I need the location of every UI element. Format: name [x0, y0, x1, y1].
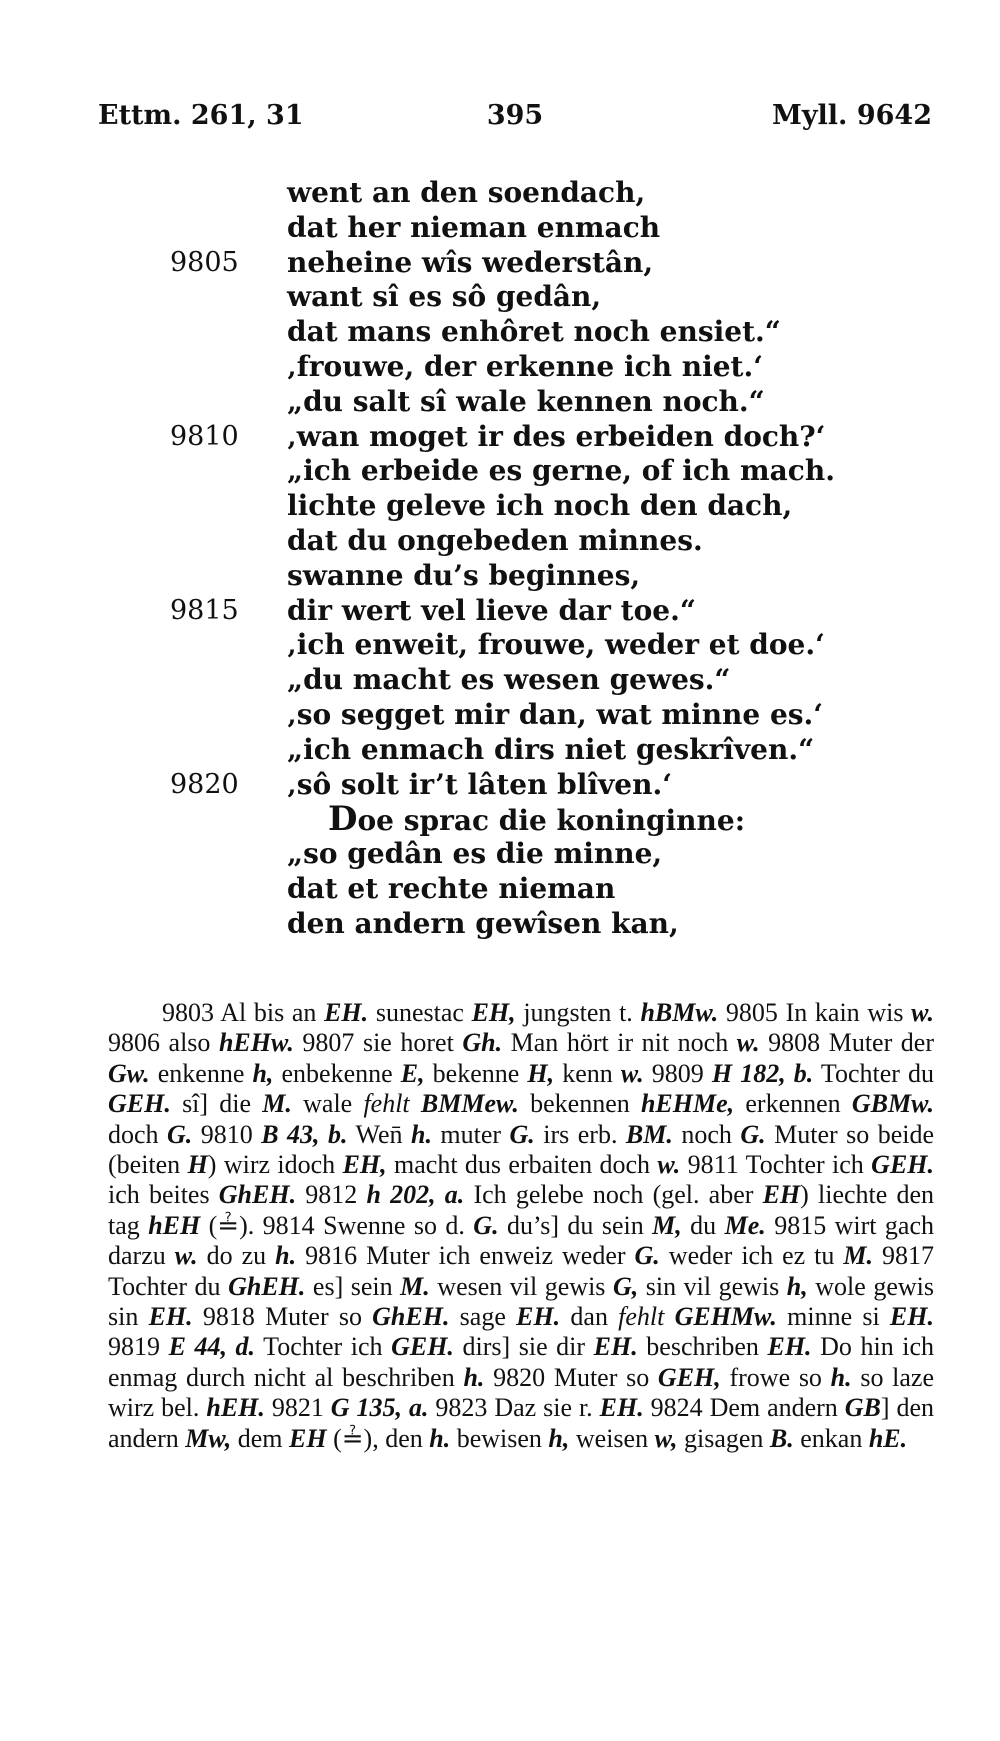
manuscript-siglum: G. — [634, 1241, 660, 1271]
line-text: dat du ongebeden minnes. — [287, 523, 703, 557]
apparatus-text: beschriben — [637, 1332, 768, 1362]
apparatus-text: Do hin ich enmag durch nicht al beschriben — [108, 1332, 935, 1392]
apparatus-text: 9808 Muter der — [759, 1028, 934, 1058]
manuscript-siglum: B 43, b. — [261, 1119, 348, 1149]
apparatus-text: weisen — [569, 1423, 655, 1453]
apparatus-text: 9824 Dem andern — [643, 1393, 845, 1423]
apparatus-text: wale — [291, 1089, 364, 1119]
manuscript-siglum: h. — [429, 1423, 451, 1453]
manuscript-siglum: w. — [174, 1241, 198, 1271]
apparatus-text: irs erb. — [534, 1119, 626, 1149]
apparatus-text: macht dus erbaiten doch — [386, 1150, 658, 1180]
header-right-reference: Myll. 9642 — [771, 100, 932, 131]
line-text: ‚sô solt ir’t lâten blîven.‘ — [287, 767, 672, 801]
verse-line — [0, 733, 1000, 768]
line-text: „ich enmach dirs niet geskrîven.“ — [287, 732, 815, 766]
apparatus-text: 9817 Tochter du — [108, 1241, 934, 1301]
manuscript-siglum: GhEH. — [218, 1180, 297, 1210]
line-text: dat mans enhôret noch ensiet.“ — [287, 315, 781, 349]
apparatus-text: so laze wirz bel. — [108, 1362, 935, 1423]
verse-line — [0, 176, 1000, 211]
verse-line — [0, 907, 1000, 942]
manuscript-siglum: G 135, a. — [330, 1393, 429, 1423]
manuscript-siglum: GEH. — [108, 1089, 171, 1119]
line-text: den andern gewîsen kan, — [287, 906, 679, 940]
apparatus-text: Wen̄ — [347, 1119, 411, 1149]
apparatus-text: (≟). 9814 Swenne — [200, 1210, 406, 1240]
apparatus-text: sî] die — [170, 1089, 263, 1119]
verse-line — [0, 768, 1000, 803]
line-number: 9805 — [170, 246, 239, 278]
manuscript-siglum: G. — [473, 1210, 499, 1240]
page-number: 395 — [486, 100, 544, 131]
line-text: lichte geleve ich noch den dach, — [287, 489, 793, 523]
apparatus-text: so — [617, 1362, 658, 1392]
line-text: „so gedân es die minne, — [287, 837, 663, 871]
manuscript-siglum: Mw, — [185, 1423, 232, 1453]
apparatus-text: Ich gelebe — [464, 1180, 584, 1210]
apparatus-text: dem — [231, 1423, 290, 1453]
manuscript-siglum: GBMw. — [851, 1089, 935, 1119]
apparatus-text: 9821 — [264, 1393, 331, 1423]
manuscript-siglum: Me. — [724, 1210, 766, 1240]
apparatus-text: du’s] du sein — [498, 1210, 653, 1240]
manuscript-siglum: h, — [548, 1423, 570, 1453]
apparatus-text: noch (gel. aber — [583, 1180, 763, 1210]
manuscript-siglum: hEH. — [206, 1393, 265, 1423]
manuscript-siglum: BM. — [625, 1119, 673, 1149]
line-text: ‚wan moget ir des erbeiden doch?‘ — [287, 419, 826, 453]
verse-line — [0, 350, 1000, 385]
manuscript-siglum: G. — [167, 1119, 193, 1149]
manuscript-siglum: h. — [830, 1362, 852, 1392]
apparatus-text: 9812 — [296, 1180, 367, 1210]
apparatus-text: do zu — [197, 1241, 276, 1271]
apparatus-text: dan — [560, 1302, 619, 1332]
manuscript-siglum: GEH, — [657, 1362, 721, 1392]
line-text: ‚ich enweit, frouwe, weder et doe.‘ — [287, 628, 825, 662]
apparatus-text: wole gewis sin — [108, 1271, 934, 1332]
apparatus-text: ich — [824, 1150, 872, 1180]
line-text: swanne du’s beginnes, — [287, 558, 641, 592]
line-text: dir wert vel lieve dar toe.“ — [287, 593, 696, 627]
apparatus-text: 9823 Daz sie r. — [428, 1393, 600, 1423]
apparatus-text: 9815 wirt gach darzu — [108, 1210, 935, 1271]
manuscript-siglum: EH — [762, 1180, 801, 1210]
apparatus-text: 9809 — [643, 1058, 712, 1088]
apparatus-text: jungsten t. — [515, 998, 641, 1027]
manuscript-siglum: H, — [527, 1058, 555, 1088]
line-text: dat et rechte nieman — [287, 871, 616, 905]
verse-line — [0, 628, 1000, 663]
apparatus-text: tu — [805, 1241, 844, 1271]
verse-line — [0, 420, 1000, 455]
apparatus-text: 9818 Muter so — [192, 1302, 373, 1332]
apparatus-text: muter — [431, 1119, 510, 1149]
manuscript-siglum: EH. — [767, 1332, 812, 1362]
verse-line — [0, 594, 1000, 629]
manuscript-siglum: E, — [400, 1058, 425, 1088]
manuscript-siglum: hEHMe, — [640, 1089, 735, 1119]
apparatus-text: enbekenne — [273, 1058, 401, 1088]
line-text: went an den soendach, — [287, 176, 646, 209]
editorial-remark: fehlt — [363, 1089, 410, 1119]
manuscript-siglum: EH — [289, 1423, 327, 1453]
apparatus-text: sage — [449, 1302, 517, 1332]
manuscript-siglum: G, — [612, 1271, 639, 1301]
apparatus-text: sin vil gewis — [638, 1271, 787, 1301]
manuscript-siglum: h. — [463, 1362, 485, 1392]
verse-text — [0, 176, 1000, 942]
manuscript-siglum: Gh. — [462, 1028, 503, 1058]
verse-line — [0, 663, 1000, 698]
apparatus-text: ) — [207, 1150, 217, 1180]
manuscript-siglum: H — [187, 1150, 208, 1180]
manuscript-siglum: w, — [654, 1423, 678, 1453]
verse-line — [0, 698, 1000, 733]
apparatus-text: bekennen — [518, 1089, 641, 1119]
manuscript-siglum: GhEH. — [228, 1271, 306, 1301]
manuscript-siglum: EH. — [889, 1302, 934, 1332]
apparatus-text: (≟), den — [326, 1423, 430, 1453]
apparatus-text: 9806 also — [108, 1028, 219, 1058]
apparatus-text: enkenne — [149, 1058, 253, 1088]
apparatus-text: Tochter ich — [255, 1332, 392, 1362]
apparatus-text — [410, 1089, 421, 1118]
verse-line — [0, 246, 1000, 281]
line-number: 9810 — [170, 420, 239, 452]
apparatus-text: 9805 In kain wis — [718, 998, 912, 1027]
apparatus-text: 9819 — [108, 1332, 169, 1362]
manuscript-siglum: G. — [740, 1119, 766, 1149]
apparatus-text: kenn — [554, 1058, 621, 1088]
apparatus-text: frowe so — [720, 1362, 831, 1392]
manuscript-siglum: M. — [400, 1271, 430, 1301]
line-text: „du salt sî wale kennen noch.“ — [287, 384, 765, 418]
manuscript-siglum: EH, — [342, 1150, 387, 1180]
line-number: 9820 — [170, 768, 239, 800]
apparatus-text: noch — [672, 1119, 741, 1149]
verse-line — [0, 559, 1000, 594]
line-text: ‚frouwe, der erkenne ich niet.‘ — [287, 349, 763, 383]
manuscript-siglum: M, — [652, 1210, 682, 1240]
apparatus-text: wesen vil gewis — [429, 1271, 613, 1301]
manuscript-siglum: hEHw. — [218, 1028, 294, 1058]
apparatus-text: wirz idoch — [216, 1150, 343, 1180]
verse-line — [0, 489, 1000, 524]
manuscript-siglum: EH. — [593, 1332, 638, 1362]
initial-letter: D — [328, 799, 358, 840]
manuscript-siglum: w. — [620, 1058, 644, 1088]
verse-line — [0, 454, 1000, 489]
apparatus-text: erkennen — [734, 1089, 852, 1119]
line-text: dat her nieman enmach — [287, 210, 661, 244]
manuscript-siglum: h. — [275, 1241, 297, 1271]
line-text: „du macht es wesen gewes.“ — [287, 663, 731, 697]
editorial-remark: fehlt — [618, 1302, 665, 1332]
manuscript-siglum: hEH — [148, 1210, 201, 1240]
manuscript-siglum: B. — [769, 1423, 794, 1453]
apparatus-text: ) liechte den tag — [108, 1180, 934, 1240]
apparatus-text: 9811 Tochter — [680, 1150, 825, 1180]
verse-line — [0, 799, 1000, 840]
manuscript-siglum: GEH. — [871, 1150, 935, 1180]
manuscript-siglum: w. — [911, 998, 934, 1027]
manuscript-siglum: hBMw. — [640, 998, 719, 1027]
manuscript-siglum: Gw. — [108, 1058, 150, 1088]
verse-line — [0, 385, 1000, 420]
line-text: ‚so segget mir dan, wat minne es.‘ — [287, 697, 824, 731]
apparatus-text: Man hört ir nit noch — [502, 1028, 737, 1058]
manuscript-siglum: BMMew. — [420, 1089, 519, 1119]
manuscript-siglum: h, — [786, 1271, 808, 1301]
manuscript-siglum: GEHMw. — [674, 1302, 777, 1332]
apparatus-text: 9807 sie horet — [293, 1028, 463, 1058]
manuscript-siglum: h 202, a. — [366, 1180, 465, 1210]
apparatus-text: sunestac — [368, 998, 472, 1027]
critical-apparatus — [108, 998, 934, 1454]
apparatus-text: minne si — [776, 1302, 890, 1332]
apparatus-text: 9820 Muter — [484, 1362, 618, 1392]
apparatus-text: gisagen — [677, 1423, 770, 1453]
verse-line — [0, 315, 1000, 350]
line-text: Doe sprac die koninginne: — [328, 799, 746, 840]
apparatus-text: du — [681, 1210, 725, 1240]
line-text: „ich erbeide es gerne, of ich mach. — [287, 454, 835, 488]
manuscript-siglum: H 182, b. — [711, 1058, 814, 1088]
manuscript-siglum: w. — [657, 1150, 681, 1180]
apparatus-text: 9816 Muter ich enweiz weder — [296, 1241, 635, 1271]
line-text: neheine wîs wederstân, — [287, 245, 654, 279]
manuscript-siglum: GB — [844, 1393, 881, 1423]
manuscript-siglum: G. — [509, 1119, 535, 1149]
apparatus-text — [664, 1302, 674, 1331]
manuscript-siglum: EH. — [599, 1393, 644, 1423]
manuscript-siglum: h. — [410, 1119, 432, 1149]
line-number: 9815 — [170, 594, 239, 626]
manuscript-siglum: EH. — [148, 1302, 193, 1332]
apparatus-text: Tochter du — [813, 1058, 935, 1088]
verse-line — [0, 872, 1000, 907]
apparatus-text: doch — [108, 1119, 168, 1149]
apparatus-text: es] sein — [305, 1271, 401, 1301]
manuscript-siglum: w. — [736, 1028, 760, 1058]
manuscript-siglum: M. — [843, 1241, 873, 1271]
apparatus-text: dirs] sie dir — [453, 1332, 594, 1362]
header-left-reference: Ettm. 261, 31 — [98, 100, 304, 131]
manuscript-siglum: E 44, d. — [168, 1332, 256, 1362]
apparatus-text: ] den andern — [108, 1393, 935, 1453]
manuscript-siglum: EH, — [471, 998, 516, 1027]
apparatus-text: 9803 Al bis an — [162, 998, 325, 1027]
apparatus-text: bewisen — [450, 1423, 549, 1453]
line-text: want sî es sô gedân, — [287, 280, 602, 314]
apparatus-text: so d. — [405, 1210, 474, 1240]
running-head — [98, 100, 932, 140]
apparatus-text: bekenne — [424, 1058, 528, 1088]
manuscript-siglum: h, — [252, 1058, 274, 1088]
manuscript-siglum: hE. — [868, 1423, 908, 1453]
apparatus-text: weder ich ez — [659, 1241, 806, 1271]
apparatus-text: 9810 — [192, 1119, 262, 1149]
verse-line — [0, 280, 1000, 315]
manuscript-siglum: GhEH. — [372, 1302, 450, 1332]
verse-line — [0, 524, 1000, 559]
verse-line — [0, 211, 1000, 246]
manuscript-siglum: EH. — [324, 998, 369, 1027]
apparatus-text: Muter so beide (beiten — [108, 1119, 935, 1180]
verse-line — [0, 837, 1000, 872]
apparatus-text: enkan — [793, 1423, 869, 1453]
manuscript-siglum: GEH. — [391, 1332, 454, 1362]
apparatus-text: ich beites — [108, 1180, 219, 1210]
manuscript-siglum: EH. — [516, 1302, 561, 1332]
manuscript-siglum: M. — [262, 1089, 292, 1119]
